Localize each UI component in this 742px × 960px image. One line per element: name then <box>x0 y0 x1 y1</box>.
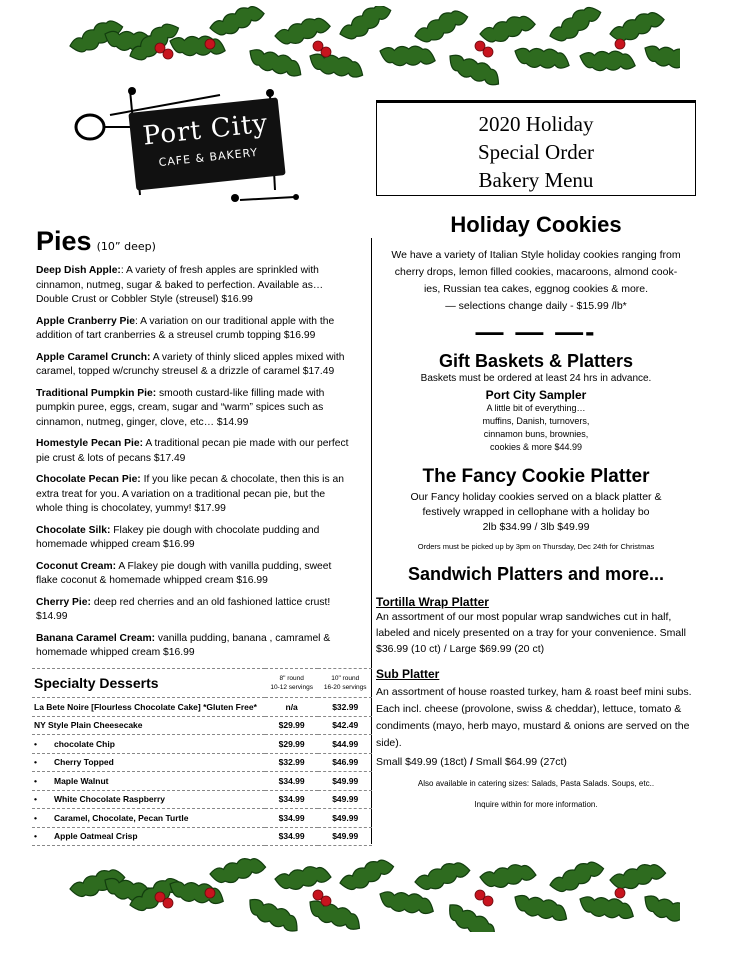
specialty-desserts-table <box>32 668 372 846</box>
sampler-line: A little bit of everything… <box>486 403 586 413</box>
sub-platter-description: An assortment of house roasted turkey, ham & roast beef mini subs. Each incl. cheese (provolone, swiss & cheddar), lettuce, tomato & condiments (mayo, herb mayo, mustard & onions are served on the side). <box>376 686 692 749</box>
holly-leaf-icon <box>578 45 637 77</box>
table-row <box>32 772 372 791</box>
bullet: • <box>34 794 37 805</box>
holly-leaf-icon <box>609 862 667 891</box>
pie-item <box>36 632 354 661</box>
sampler-heading: Port City Sampler <box>485 388 587 402</box>
dessert-name: Caramel, Chocolate, Pecan Turtle <box>54 812 189 823</box>
dessert-name: La Bete Noire [Flourless Chocolate Cake] *Gluten Free* <box>34 701 257 712</box>
table-row <box>32 809 372 828</box>
pie-item <box>36 264 354 308</box>
price-8: $34.99 <box>265 772 319 791</box>
dessert-name: Cherry Topped <box>54 757 114 768</box>
tortilla-heading: Tortilla Wrap Platter <box>376 595 489 609</box>
pie-desc: : A variation on our traditional apple with the addition of tart cranberries & a streusel crumb topping $16.99 <box>36 315 335 341</box>
logo-subtitle: CAFE & BAKERY <box>158 145 259 170</box>
price-10: $49.99 <box>318 790 372 809</box>
price-10: $49.99 <box>318 809 372 828</box>
holly-leaf-icon <box>444 46 504 86</box>
holly-leaf-icon <box>245 41 305 85</box>
bullet: • <box>34 738 37 749</box>
desserts-heading: Specialty Desserts <box>32 669 265 698</box>
holly-leaf-icon <box>337 856 397 894</box>
col-10-inch-header <box>318 669 372 698</box>
fancy-price: 2lb $34.99 / 3lb $49.99 <box>482 521 590 533</box>
holly-berry-icon <box>321 47 331 57</box>
holly-berry-icon <box>615 39 625 49</box>
pie-item <box>36 596 354 625</box>
pie-item <box>36 351 354 380</box>
sub-price-separator: / <box>469 756 473 768</box>
holly-berry-icon <box>483 896 493 906</box>
holly-leaf-icon <box>512 40 572 76</box>
catering-note: Also available in catering sizes: Salads, Pasta Salads. Soups, etc.. <box>417 779 655 788</box>
cookies-line: ies, Russian tea cakes, eggnog cookies & more. <box>423 283 649 295</box>
col-10-servings: 16-20 servings <box>323 684 367 691</box>
col-8-inch-header <box>265 669 319 698</box>
holly-leaf-icon <box>207 6 267 39</box>
pie-item <box>36 437 354 466</box>
fancy-description <box>376 490 696 535</box>
pie-desc: vanilla pudding, banana , camramel & homemade whipped cream $16.99 <box>36 632 331 658</box>
dessert-name: Apple Oatmeal Crisp <box>54 831 138 842</box>
pies-heading: Pies <box>36 226 92 256</box>
logo-box <box>128 97 285 190</box>
pie-item <box>36 473 354 517</box>
holly-leaf-icon <box>378 40 437 72</box>
cookies-price-line: — selections change daily - $15.99 /lb* <box>445 300 627 312</box>
holly-leaf-icon <box>640 887 680 932</box>
sampler-line: cinnamon buns, brownies, <box>483 429 589 439</box>
pies-section <box>36 226 354 661</box>
title-line-1: 2020 Holiday <box>478 112 594 136</box>
holly-berry-icon <box>321 896 331 906</box>
holly-leaf-icon <box>413 860 472 893</box>
price-10: $49.99 <box>318 772 372 791</box>
bullet: • <box>34 831 37 842</box>
sub-price-small-27: Small $64.99 (27ct) <box>472 756 567 768</box>
dessert-name: NY Style Plain Cheesecake <box>34 720 143 731</box>
pie-desc: Flakey pie dough with chocolate pudding and homemade whipped cream $16.99 <box>36 524 320 550</box>
pie-desc: deep red cherries and an old fashioned lattice crust! $14.99 <box>36 596 331 622</box>
pie-name: Apple Cranberry Pie <box>36 315 135 327</box>
fancy-line: Our Fancy holiday cookies served on a black platter & <box>410 491 662 503</box>
holly-berry-icon <box>483 47 493 57</box>
pie-desc: smooth custard-like filling made with pumpkin puree, eggs, cream, sugar and “warm” spices such as cinnamon, nutmeg, ginger, clove, etc… $14.99 <box>36 387 325 428</box>
price-10: $42.49 <box>318 716 372 735</box>
cookies-line: We have a variety of Italian Style holiday cookies ranging from <box>391 249 681 261</box>
price-8: n/a <box>265 698 319 717</box>
pie-name: Homestyle Pecan Pie: <box>36 438 144 449</box>
right-column <box>376 212 696 809</box>
logo-name: Port City <box>141 108 270 152</box>
table-row <box>32 735 372 754</box>
gift-baskets-heading: Gift Baskets & Platters <box>438 351 634 371</box>
pie-name: Coconut Cream: <box>36 560 117 572</box>
holiday-cookies-heading: Holiday Cookies <box>450 212 622 237</box>
holly-leaf-icon <box>244 891 303 932</box>
gift-note: Baskets must be ordered at least 24 hrs in advance. <box>420 373 652 384</box>
pie-name: Deep Dish Apple: <box>36 265 121 276</box>
price-8: $34.99 <box>265 827 319 846</box>
pies-subheading: (10” deep) <box>96 240 156 253</box>
sandwich-heading: Sandwich Platters and more... <box>407 564 665 584</box>
holly-leaf-icon <box>577 888 637 926</box>
sub-platter-heading: Sub Platter <box>376 667 440 681</box>
title-line-2: Special Order <box>477 140 595 164</box>
holly-leaf-icon <box>607 9 667 45</box>
holly-berry-icon <box>205 39 215 49</box>
price-10: $32.99 <box>318 698 372 717</box>
price-10: $49.99 <box>318 827 372 846</box>
price-10: $44.99 <box>318 735 372 754</box>
price-8: $32.99 <box>265 753 319 772</box>
holly-leaf-icon <box>275 866 332 890</box>
price-8: $29.99 <box>265 735 319 754</box>
pie-name: Cherry Pie: <box>36 596 91 608</box>
pie-name: Apple Caramel Crunch: <box>36 351 151 363</box>
section-divider: — — —- <box>475 316 597 347</box>
sampler-line: muffins, Danish, turnovers, <box>482 416 590 426</box>
col-8-size: 8" round <box>279 675 304 682</box>
port-city-logo <box>70 85 300 215</box>
holly-leaf-icon <box>273 15 332 47</box>
table-row <box>32 790 372 809</box>
holly-berry-icon <box>205 888 215 898</box>
table-row <box>32 827 372 846</box>
pie-desc: A traditional pecan pie made with our perfect pie crust & lots of pecans $17.49 <box>36 438 349 464</box>
menu-title-box <box>376 100 696 196</box>
holly-leaf-icon <box>545 6 605 46</box>
bullet: • <box>34 812 37 823</box>
pie-item <box>36 315 354 344</box>
holly-berry-icon <box>163 49 173 59</box>
holly-leaf-icon <box>335 6 395 44</box>
cookies-description <box>376 247 696 315</box>
dessert-name: White Chocolate Raspberry <box>54 794 165 805</box>
pie-name: Traditional Pumpkin Pie: <box>36 387 157 399</box>
table-row <box>32 698 372 717</box>
price-8: $34.99 <box>265 809 319 828</box>
pie-name: Chocolate Silk: <box>36 524 111 536</box>
desserts-header-row <box>32 669 372 698</box>
holly-leaf-icon <box>547 858 607 896</box>
holly-leaf-icon <box>209 856 267 885</box>
holly-leaf-icon <box>478 13 537 45</box>
dessert-name: chocolate Chip <box>54 738 115 749</box>
holly-berry-icon <box>163 898 173 908</box>
bullet: • <box>34 775 37 786</box>
pie-name: Banana Caramel Cream: <box>36 632 156 644</box>
price-8: $34.99 <box>265 790 319 809</box>
col-8-servings: 10-12 servings <box>270 684 313 691</box>
sampler-line: cookies & more $44.99 <box>489 442 583 452</box>
holly-leaf-icon <box>411 6 471 46</box>
price-10: $46.99 <box>318 753 372 772</box>
pie-item <box>36 387 354 431</box>
pickup-note: Orders must be picked up by 3pm on Thursday, Dec 24th for Christmas <box>417 542 655 551</box>
holly-garland-bottom-icon <box>60 852 680 932</box>
pie-desc: A variety of thinly sliced apples mixed with caramel, topped w/crunchy streusel & a drizzle of caramel $17.49 <box>36 351 345 377</box>
holly-leaf-icon <box>168 30 227 62</box>
dessert-name: Maple Walnut <box>54 775 109 786</box>
holly-leaf-icon <box>306 46 366 86</box>
holly-leaf-icon <box>511 887 571 929</box>
pie-desc: : A variety of fresh apples are sprinkled with cinnamon, nutmeg, sugar & baked to perfection. Available as…Double Crust or Cobbler Style (streusel) $16.99 <box>36 265 324 305</box>
pie-item <box>36 560 354 589</box>
pie-item <box>36 524 354 553</box>
sub-platter-prices <box>376 754 696 770</box>
table-row <box>32 753 372 772</box>
pies-heading-row <box>36 226 354 257</box>
tortilla-description: An assortment of our most popular wrap sandwiches cut in half, labeled and nicely presented on a tray for your convenience. Small $36.99 (10 ct) / Large $69.99 (20 ct) <box>376 611 686 655</box>
col-10-size: 10" round <box>331 675 360 682</box>
pie-desc: If you like pecan & chocolate, then this is an extra treat for you. A variation on a traditional pecan pie, but the whole thing is chocolatey, yummy! $17.99 <box>36 474 344 514</box>
fancy-cookie-heading: The Fancy Cookie Platter <box>422 466 650 487</box>
inquire-note: Inquire within for more information. <box>474 800 598 809</box>
holly-leaf-icon <box>641 38 680 78</box>
pie-desc: A Flakey pie dough with vanilla pudding, sweet flake coconut & homemade whipped cream $16.99 <box>36 560 332 586</box>
pie-name: Chocolate Pecan Pie: <box>36 474 141 485</box>
holly-garland-top-icon <box>60 6 680 86</box>
cookies-line: cherry drops, lemon filled cookies, macaroons, almond cook- <box>394 266 678 278</box>
price-8: $29.99 <box>265 716 319 735</box>
pie-list <box>36 264 354 661</box>
holly-berry-icon <box>615 888 625 898</box>
table-row <box>32 716 372 735</box>
bullet: • <box>34 757 37 768</box>
fancy-line: festively wrapped in cellophane with a holiday bo <box>422 506 650 518</box>
holly-leaf-icon <box>480 864 537 888</box>
sub-price-small-18: Small $49.99 (18ct) <box>376 756 470 768</box>
title-line-3: Bakery Menu <box>478 168 594 192</box>
